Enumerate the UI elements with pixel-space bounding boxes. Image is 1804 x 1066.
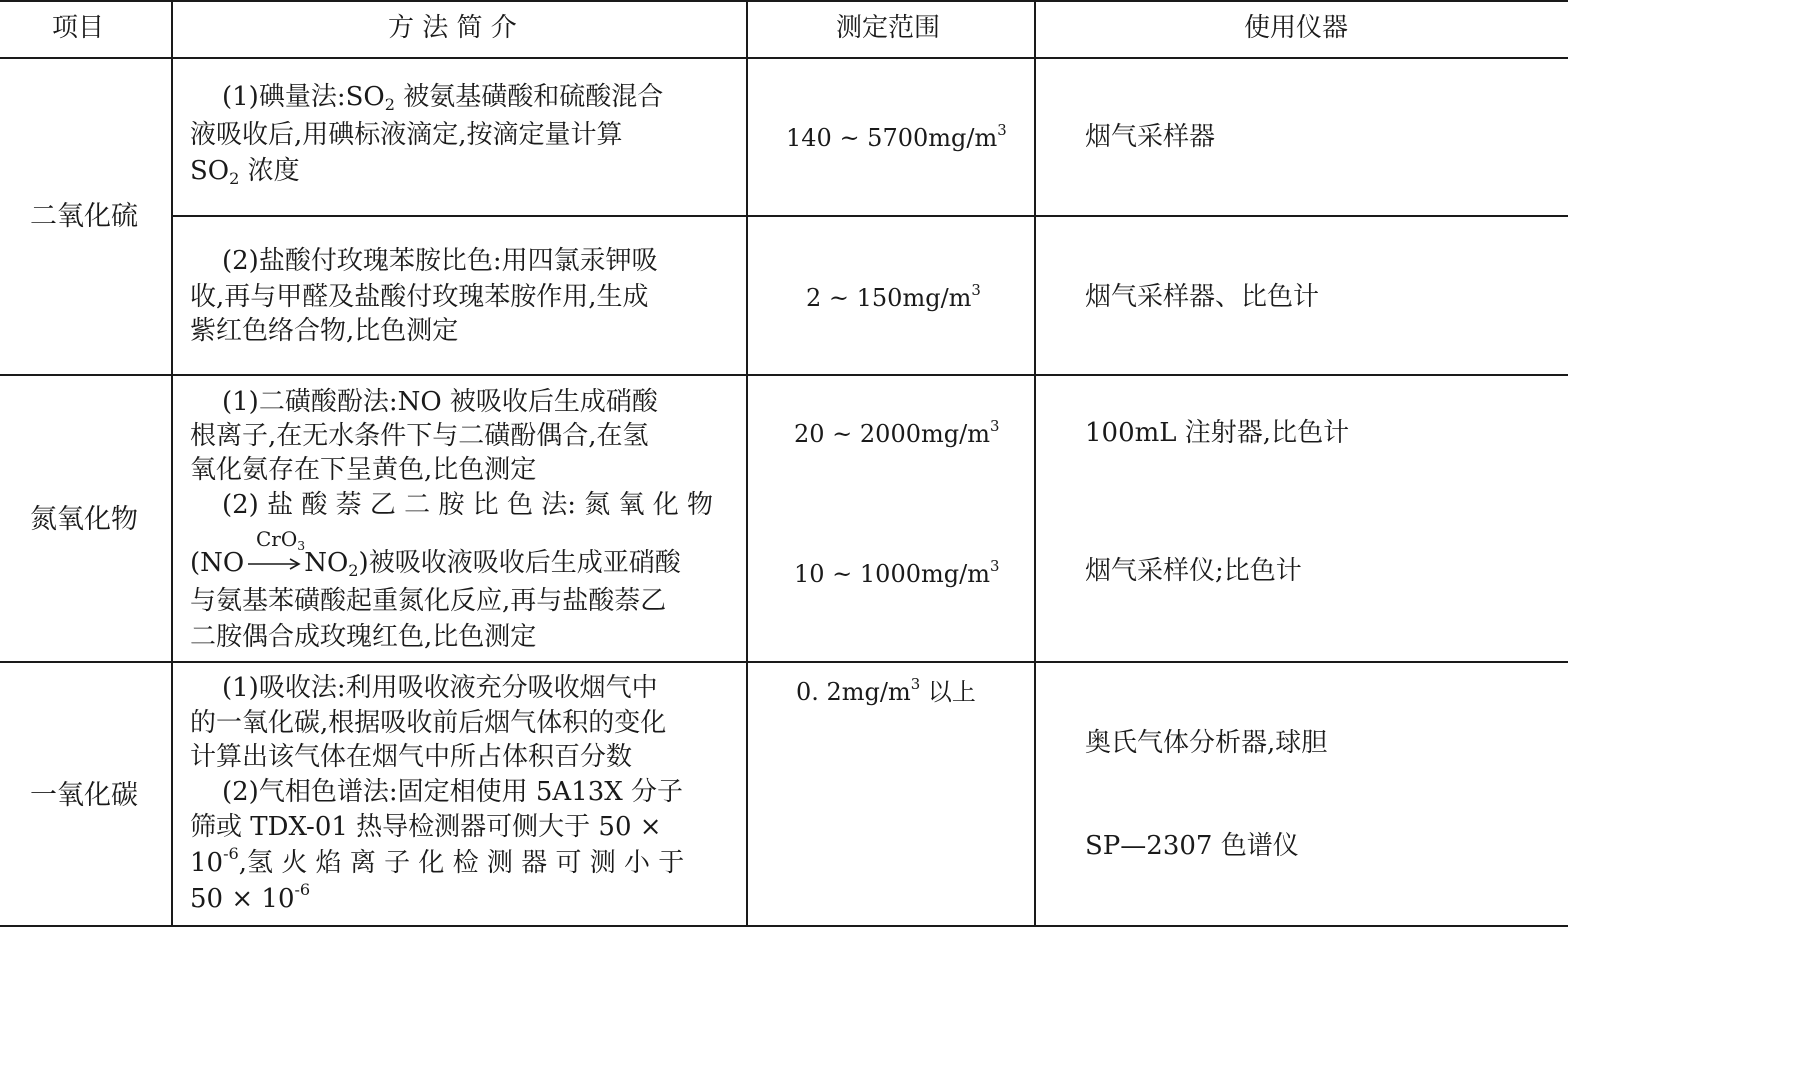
nox-method-1-line-1: (1)二磺酸酚法:NO 被吸收后生成硝酸 xyxy=(222,387,658,417)
co-method-2-line-3: $10^{-6}$,氢 火 焰 离 子 化 检 测 器 可 测 小 于 xyxy=(190,843,685,878)
so2-method-1-line-1: (1)碘量法$:SO_2$ 被氨基磺酸和硫酸混合 xyxy=(222,82,664,115)
header-item: 项目 xyxy=(52,13,105,43)
nox-method-1-line-2: 根离子,在无水条件下与二磺酚偶合,在氢 xyxy=(190,421,649,451)
co-instrument-2: SP—2307 色谱仪 xyxy=(1085,831,1299,861)
item-nitrogen-oxides: 氮氧化物 xyxy=(30,504,138,535)
table-top-border xyxy=(0,0,1568,2)
co-method-1-line-1: (1)吸收法:利用吸收液充分吸收烟气中 xyxy=(222,673,658,703)
nox-instrument-1: 100mL 注射器,比色计 xyxy=(1085,418,1350,448)
co-method-2-line-4: $50 \times 10^{-6}$ xyxy=(190,879,311,914)
nox-range-2: 10 ~ $1000mg/m^3$ xyxy=(794,556,1000,588)
so2-method-1-line-3: $SO_2$ 浓度 xyxy=(190,156,300,189)
header-range: 测定范围 xyxy=(836,13,941,43)
nox-instrument-2: 烟气采样仪;比色计 xyxy=(1085,556,1302,586)
column-divider-1 xyxy=(171,0,173,927)
so2-range-1: 140 ~ $5700mg/m^3$ xyxy=(786,120,1007,152)
nox-method-1-line-3: 氧化氨存在下呈黄色,比色测定 xyxy=(190,455,537,485)
so2-instrument-1: 烟气采样器 xyxy=(1085,122,1216,152)
table-bottom-border xyxy=(0,925,1568,927)
so2-instrument-2: 烟气采样器、比色计 xyxy=(1085,282,1320,312)
co-instrument-1: 奥氏气体分析器,球胆 xyxy=(1085,728,1328,758)
so2-method-2-line-2: 收,再与甲醛及盐酸付玫瑰苯胺作用,生成 xyxy=(190,282,649,312)
nox-method-2-line-3: 与氨基苯磺酸起重氮化反应,再与盐酸萘乙 xyxy=(190,586,667,616)
so2-method-2-line-1: (2)盐酸付玫瑰苯胺比色:用四氯汞钾吸 xyxy=(222,246,658,276)
item-carbon-monoxide: 一氧化碳 xyxy=(30,780,138,811)
so2-bottom-border xyxy=(0,374,1568,376)
column-divider-3 xyxy=(1034,0,1036,927)
nox-bottom-border xyxy=(0,661,1568,663)
so2-method-2-line-3: 紫红色络合物,比色测定 xyxy=(190,316,459,346)
column-divider-2 xyxy=(746,0,748,927)
co-method-1-line-3: 计算出该气体在烟气中所占体积百分数 xyxy=(190,742,633,772)
nox-method-2-line-4: 二胺偶合成玫瑰红色,比色测定 xyxy=(190,622,537,652)
nox-method-2-line-1: (2) 盐 酸 萘 乙 二 胺 比 色 法: 氮 氧 化 物 xyxy=(222,490,714,520)
header-method: 方 法 简 介 xyxy=(388,13,517,43)
reaction-arrow xyxy=(246,557,302,571)
reaction-reagent-label: CrO$_3$ xyxy=(256,527,306,553)
so2-split-border xyxy=(172,215,1568,217)
header-bottom-border xyxy=(0,57,1568,59)
so2-range-2: 2 ~ $150mg/m^3$ xyxy=(806,280,981,312)
co-method-2-line-1: (2)气相色谱法:固定相使用 5A13X 分子 xyxy=(222,777,684,807)
nox-range-1: 20 ~ $2000mg/m^3$ xyxy=(794,416,1000,448)
co-range-1: 0. $2mg/m^3$ 以上 xyxy=(796,674,976,706)
so2-method-1-line-2: 液吸收后,用碘标液滴定,按滴定量计算 xyxy=(190,120,623,150)
header-instrument: 使用仪器 xyxy=(1244,13,1349,43)
nox-method-2-line-2: (NO $NO_2$)被吸收液吸收后生成亚硝酸 xyxy=(190,548,681,581)
item-sulfur-dioxide: 二氧化硫 xyxy=(30,201,138,232)
co-method-1-line-2: 的一氧化碳,根据吸收前后烟气体积的变化 xyxy=(190,708,667,738)
co-method-2-line-2: 筛或 TDX-01 热导检测器可侧大于 50 × xyxy=(190,812,662,842)
